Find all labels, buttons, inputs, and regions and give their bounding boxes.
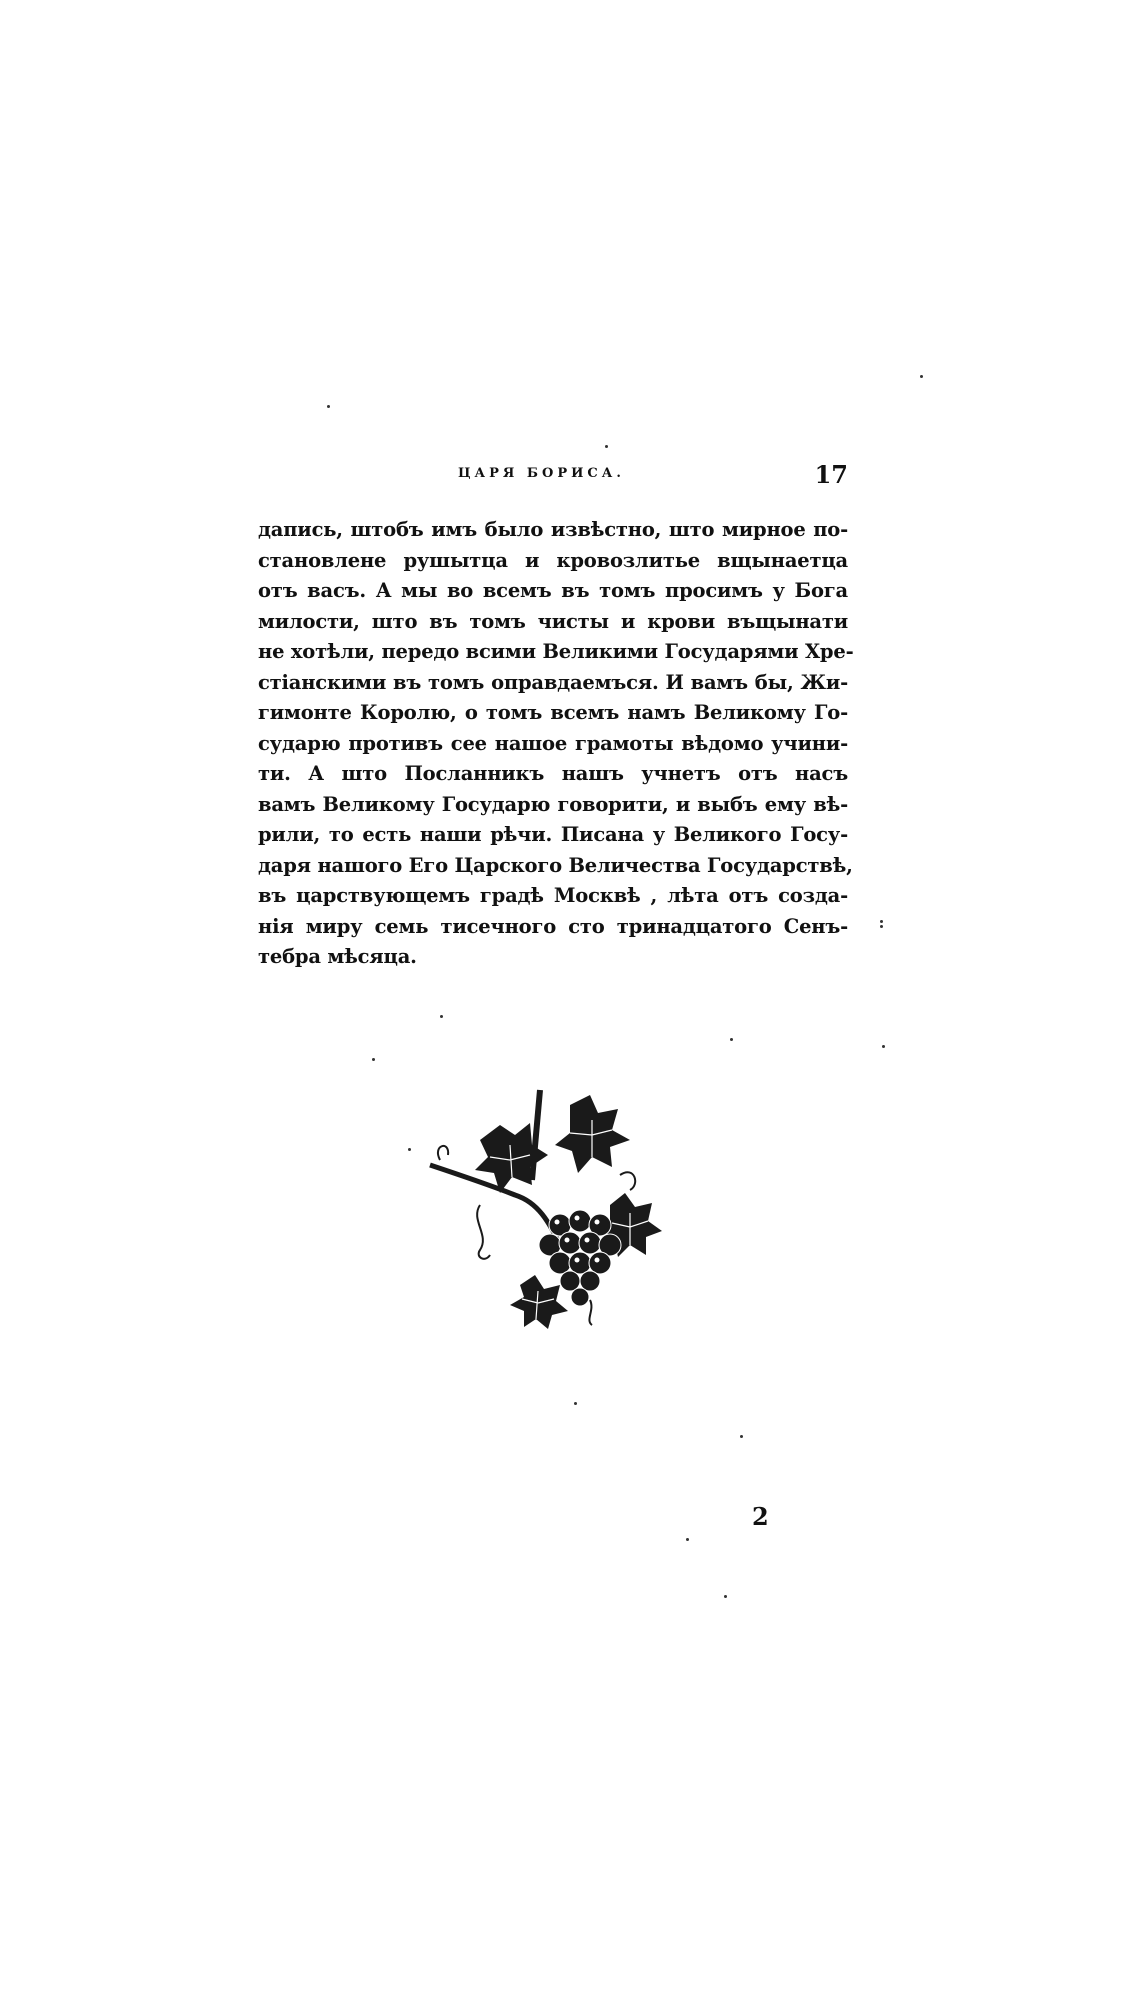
scan-speck xyxy=(920,375,923,378)
text-line: сударю противъ сее нашое грамоты вѣдомо учини- xyxy=(258,731,848,755)
scan-speck xyxy=(686,1538,689,1541)
text-line: вамъ Великому Государю говорити, и выбъ ему вѣ- xyxy=(258,792,848,816)
text-line: дапись, штобъ имъ было извѣстно, што мирное по- xyxy=(258,518,848,541)
text-line: стіанскими въ томъ оправдаемъся. И вамъ бы, Жи- xyxy=(258,670,848,694)
page-number: 17 xyxy=(814,460,848,489)
running-head xyxy=(258,460,848,490)
scan-speck xyxy=(730,1038,733,1041)
scan-speck xyxy=(372,1058,375,1061)
text-line: становлене рушытца и кровозлитье вщынаетца xyxy=(258,548,848,572)
scan-speck xyxy=(724,1595,727,1598)
text-line: нія миру семь тисечного сто тринадцатого Сенъ- xyxy=(258,914,848,938)
text-line: не хотѣли, передо всими Великими Государями Хре- xyxy=(258,640,854,663)
text-line: рили, то есть наши рѣчи. Писана у Великого Госу- xyxy=(258,823,848,846)
scan-speck xyxy=(440,1015,443,1018)
scan-speck xyxy=(574,1402,577,1405)
text-line: въ царствующемъ градѣ Москвѣ , лѣта отъ созда- xyxy=(258,884,848,907)
scan-speck xyxy=(880,925,883,928)
text-line: гимонте Королю, о томъ всемъ намъ Великому Го- xyxy=(258,701,848,724)
signature-mark: 2 xyxy=(752,1502,769,1531)
grapevine-ornament-icon xyxy=(420,1085,680,1330)
scan-speck xyxy=(882,1045,885,1048)
text-line: даря нашого Его Царского Величества Государствѣ, xyxy=(258,853,853,877)
text-line: тебра мѣсяца. xyxy=(258,945,417,968)
scan-speck xyxy=(740,1435,743,1438)
scan-speck xyxy=(880,920,883,923)
running-title: ЦАРЯ БОРИСА. xyxy=(458,466,625,481)
text-line: ти. А што Посланникъ нашъ учнетъ отъ насъ xyxy=(258,762,848,785)
text-line: отъ васъ. А мы во всемъ въ томъ просимъ у Бога xyxy=(258,579,848,602)
body-text xyxy=(258,515,854,973)
scan-speck xyxy=(408,1148,411,1151)
scan-speck xyxy=(327,405,330,408)
scan-speck xyxy=(605,445,608,448)
text-line: милости, што въ томъ чисты и крови въщынати xyxy=(258,609,848,633)
